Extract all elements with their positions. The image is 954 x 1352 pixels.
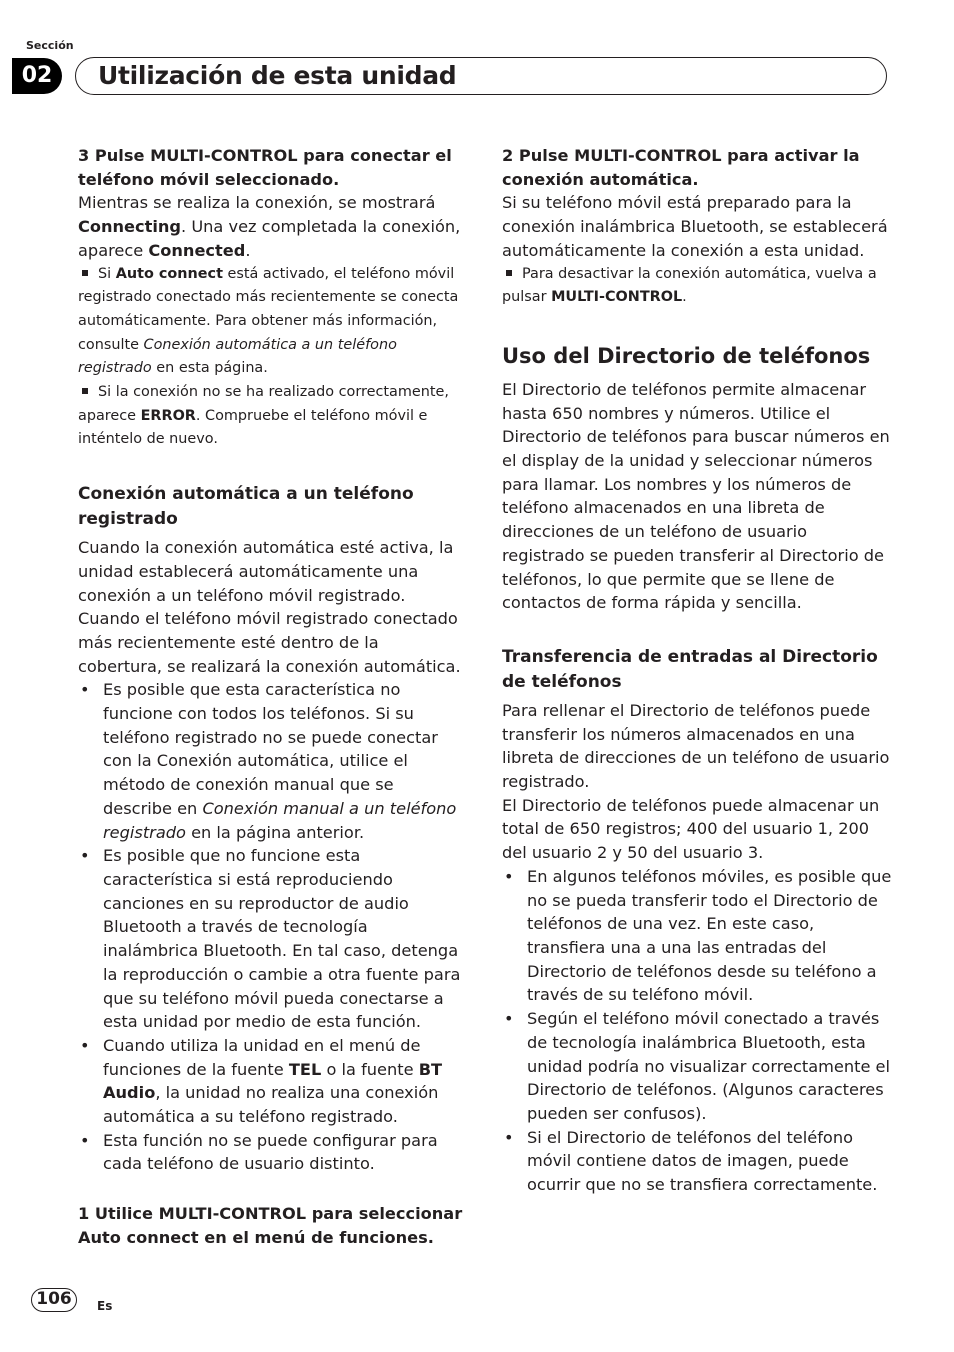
list-item: • Cuando utiliza la unidad en el menú de funciones de la fuente TEL o la fuente BT Audio, la unidad no realiza una conexión automática a su teléfono registrado.	[78, 1034, 464, 1129]
step-1: 1 Utilice MULTI-CONTROL para seleccionar Auto connect en el menú de funciones.	[78, 1204, 463, 1247]
list-item: • Es posible que no funcione esta característica si está reproduciendo canciones en su reproductor de audio Bluetooth a través de tecnología inalámbrica Bluetooth. En tal caso, detenga la reproducción o cambie a otra fuente para que su teléfono móvil pueda conectarse a esta unidad por medio de esta función.	[78, 844, 464, 1034]
bullet-list	[502, 865, 892, 1197]
step-2: 2 Pulse MULTI-CONTROL para activar la conexión automática.	[502, 146, 860, 189]
step-3: 3 Pulse MULTI-CONTROL para conectar el teléfono móvil seleccionado.	[78, 146, 452, 189]
square-bullet-icon	[82, 388, 88, 394]
page-title: Utilización de esta unidad	[98, 61, 457, 90]
list-item: • Si el Directorio de teléfonos del teléfono móvil contiene datos de imagen, puede ocurrir que no se transfiera correctamente.	[502, 1126, 892, 1197]
heading-phone-book: Uso del Directorio de teléfonos	[502, 343, 871, 368]
note-auto-connect: Si Auto connect está activado, el teléfono móvil registrado conectado más recientemente se conecta automáticamente. Para obtener más información, consulte Conexión automática a un teléfono registrado en esta página.	[78, 265, 459, 377]
square-bullet-icon	[506, 270, 512, 276]
paragraph-transfer: Para rellenar el Directorio de teléfonos puede transferir los números almacenados en una libreta de direcciones de un teléfono de usuario registrado.	[502, 700, 890, 792]
left-column	[78, 144, 464, 1250]
list-item: • Es posible que esta característica no funcione con todos los teléfonos. Si su teléfono registrado no se puede conectar con la Conexión automática, utilice el método de conexión manual que se describe en Conexión manual a un teléfono registrado en la página anterior.	[78, 678, 464, 844]
language-code: Es	[97, 1299, 113, 1313]
square-bullet-icon	[82, 270, 88, 276]
note-error: Si la conexión no se ha realizado correctamente, aparece ERROR. Compruebe el teléfono móvil e inténtelo de nuevo.	[78, 384, 449, 448]
subheading-auto-connection: Conexión automática a un teléfono registrado	[78, 484, 414, 530]
paragraph-capacity: El Directorio de teléfonos puede almacenar un total de 650 registros; 400 del usuario 1, 200 del usuario 2 y 50 del usuario 3.	[502, 795, 880, 863]
right-column	[502, 144, 892, 1197]
bullet-list	[78, 678, 464, 1176]
list-item: • Según el teléfono móvil conectado a través de tecnología inalámbrica Bluetooth, esta unidad podría no visualizar correctamente el Directorio de teléfonos. (Algunos caracteres pueden ser confusos).	[502, 1007, 892, 1126]
paragraph-auto-connection: Cuando la conexión automática esté activa, la unidad establecerá automáticamente una conexión a un teléfono móvil registrado. Cuando el teléfono móvil registrado conectado más recientemente esté dentro de la cobertura, se realizará la conexión automática.	[78, 538, 461, 676]
section-number-badge: 02	[12, 58, 62, 94]
note-deactivate: Para desactivar la conexión automática, vuelva a pulsar MULTI-CONTROL.	[502, 265, 877, 306]
paragraph-bluetooth-ready: Si su teléfono móvil está preparado para la conexión inalámbrica Bluetooth, se establecerá automáticamente la conexión a esta unidad.	[502, 193, 888, 260]
title-bar	[75, 57, 887, 95]
seccion-label: Sección	[26, 39, 74, 52]
list-item: • Esta función no se puede configurar para cada teléfono de usuario distinto.	[78, 1129, 464, 1176]
page-number: 106	[31, 1288, 77, 1312]
paragraph-phone-book: El Directorio de teléfonos permite almacenar hasta 650 nombres y números. Utilice el Directorio de teléfonos para buscar números en el display de la unidad y seleccionar números para llamar. Los nombres y los números de teléfono almacenados en una libreta de direcciones de un teléfono de usuario registrado se pueden transferir al Directorio de teléfonos, lo que permite que se llene de contactos de forma rápida y sencilla.	[502, 379, 890, 613]
paragraph-connecting: Mientras se realiza la conexión, se mostrará Connecting. Una vez completada la conexión, aparece Connected.	[78, 193, 461, 260]
list-item: • En algunos teléfonos móviles, es posible que no se pueda transferir todo el Directorio de teléfonos de una vez. En este caso, transfiera una a una las entradas del Directorio de teléfonos desde su teléfono a través de su teléfono móvil.	[502, 865, 892, 1007]
subheading-transfer-entries: Transferencia de entradas al Directorio de teléfonos	[502, 646, 878, 692]
